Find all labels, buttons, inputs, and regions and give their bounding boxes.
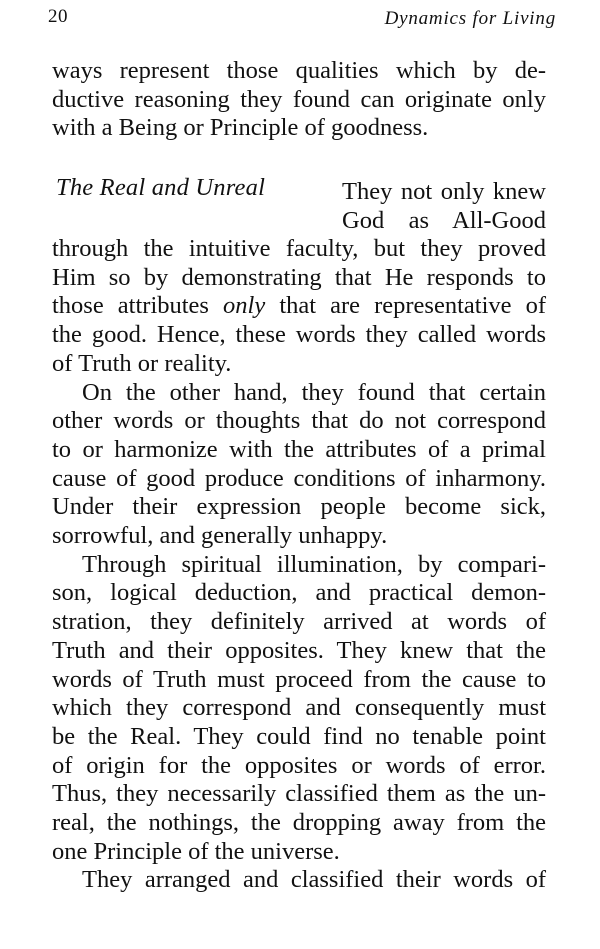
- emphasis-word: only: [223, 292, 266, 320]
- paragraph-continuation: [52, 57, 546, 143]
- text-line: through the intuitive faculty, but they proved: [52, 235, 546, 262]
- text-line: of Truth or reality.: [52, 349, 232, 377]
- text-line: ductive reasoning they found can originate only: [52, 85, 546, 113]
- text-line: stration, they definitely arrived at words of: [52, 608, 546, 636]
- section-heading: The Real and Unreal: [56, 174, 266, 201]
- text-line: They not only knew: [342, 178, 546, 205]
- text-line: one Principle of the universe.: [52, 837, 340, 865]
- text-run: that are representative of: [265, 292, 546, 320]
- body-text: [52, 235, 546, 895]
- running-head: [48, 6, 556, 36]
- text-line: cause of good produce conditions of inharmony.: [52, 464, 546, 492]
- text-run: those attributes: [52, 292, 224, 320]
- text-line: [52, 292, 546, 321]
- text-line: Under their expression people become sick,: [52, 493, 546, 521]
- text-line: son, logical deduction, and practical demon-: [52, 579, 546, 607]
- text-line: Him so by demonstrating that He responds to: [52, 263, 546, 291]
- text-line: which they correspond and consequently must: [52, 694, 546, 722]
- running-title: Dynamics for Living: [384, 8, 556, 29]
- text-line: of origin for the opposites or words of error.: [52, 751, 546, 779]
- text-line: Truth and their opposites. They knew that the: [52, 636, 546, 664]
- text-line: On the other hand, they found that certain: [82, 378, 546, 406]
- text-line: sorrowful, and generally unhappy.: [52, 522, 388, 550]
- text-line: ways represent those qualities which by de-: [52, 57, 546, 84]
- text-line: Thus, they necessarily classified them as the un-: [52, 780, 546, 808]
- page-number: 20: [48, 6, 68, 27]
- text-line: Through spiritual illumination, by compari-: [82, 550, 546, 578]
- text-line: the good. Hence, these words they called words: [52, 321, 546, 349]
- text-line: real, the nothings, the dropping away from the: [52, 809, 546, 837]
- text-line: words of Truth must proceed from the cause to: [52, 665, 546, 693]
- text-line: God as All-Good: [342, 207, 546, 234]
- text-line: other words or thoughts that do not correspond: [52, 407, 546, 435]
- text-line: They arranged and classified their words of: [82, 866, 546, 894]
- text-line: with a Being or Principle of goodness.: [52, 114, 429, 142]
- section-lead: [342, 177, 546, 235]
- text-line: be the Real. They could find no tenable point: [52, 722, 546, 750]
- text-line: to or harmonize with the attributes of a primal: [52, 435, 546, 463]
